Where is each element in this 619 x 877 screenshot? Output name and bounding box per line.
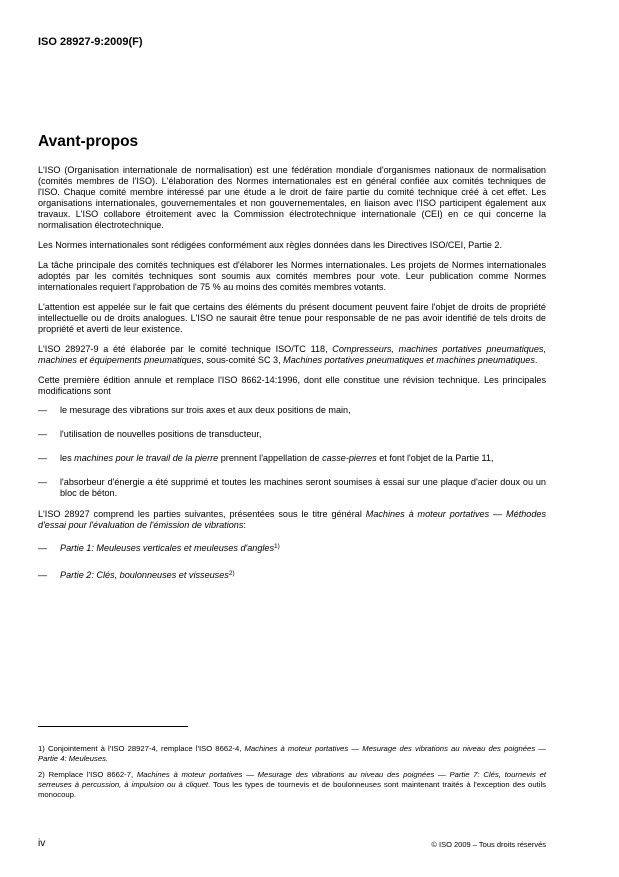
series-title: Machines à moteur portatives — Méthodes d'essai pour l'évaluation de l'émission de vibrations [38,509,546,530]
committee-title: Compresseurs, machines portatives pneumatiques, machines et équipements pneumatiques [38,344,547,365]
page-number: iv [38,838,46,849]
document-id-header: ISO 28927-9:2009(F) [38,36,143,48]
paragraph-directives: Les Normes internationales sont rédigées conformément aux règles données dans les Directives ISO/CEI, Partie 2. [38,240,503,250]
footnote-1: 1) Conjointement à l'ISO 28927-4, remplace l'ISO 8662-4, Machines à moteur portatives — Mesurage des vibrations au niveau des poignées — Partie 4: Meuleuses. [38,744,546,763]
dash-marker: — [38,570,48,580]
paragraph-parts-intro: L'ISO 28927 comprend les parties suivantes, présentées sous le titre général Machines à moteur portatives — Méthodes d'essai pour l'évaluation de l'émission de vibrations: [38,509,546,530]
change-item: — les machines pour le travail de la pierre prennent l'appellation de casse-pierres et font l'objet de la Partie 11, [38,453,494,463]
page-title: Avant-propos [38,133,139,150]
paragraph-prepared-by: L'ISO 28927-9 a été élaborée par le comité technique ISO/TC 118, Compresseurs, machines portatives pneumatiques, machines et équipements pneumatiques, sous-comité SC 3, Machines portatives pneumatiques et machines pneumatiques. [38,344,547,365]
footnote-ref[interactable]: 1) [274,543,280,550]
dash-marker: — [38,543,48,553]
subcommittee-title: Machines portatives pneumatiques et machines pneumatiques [283,355,535,365]
copyright-notice: © ISO 2009 – Tous droits réservés [431,840,546,849]
change-item: — l'absorbeur d'énergie a été supprimé et toutes les machines seront soumises à essai sur une plaque d'acier doux ou un bloc de béton. [38,477,546,498]
part-item: — Partie 1: Meuleuses verticales et meuleuses d'angles$^{1)}$ [38,543,280,553]
part-item: — Partie 2: Clés, boulonneuses et visseuses$^{2)}$ [38,570,235,580]
footnote-ref[interactable]: 2) [228,570,235,577]
paragraph-edition: Cette première édition annule et remplace l'ISO 8662-14:1996, dont elle constitue une révision technique. Les principales modifications sont [38,375,546,396]
paragraph-technical-committees: La tâche principale des comités techniques est d'élaborer les Normes internationales. Les projets de Normes internationales adoptés par les comités techniques sont soumis aux comités membres pour vote. Leur publication comme Normes internationales requiert l'approbation de 75 % au moins des comités membres votants. [38,260,546,292]
footnotes [38,744,546,806]
footnote-2: 2) Remplace l'ISO 8662-7, Machines à moteur portatives — Mesurage des vibrations au niveau des poignées — Partie 7: Clés, tournevis et serreuses à percussion, à impulsion ou à cliquet. Tous les types de tournevis et de boulonneuses sont maintenant traités à l'exception des outils monocoup. [38,770,547,799]
footnote-divider [38,726,188,727]
paragraph-iso-organisation: L'ISO (Organisation internationale de normalisation) est une fédération mondiale d'organismes nationaux de normalisation (comités membres de l'ISO). L'élaboration des Normes internationales est en général confiée aux comités techniques de l'ISO. Chaque comité membre intéressé par une étude a le droit de faire partie du comité technique créé à cet effet. Les organisations internationales, gouvernementales et non gouvernementales, en liaison avec l'ISO participent également aux travaux. L'ISO collabore étroitement avec la Commission électrotechnique internationale (CEI) en ce qui concerne la normalisation électrotechnique. [38,165,546,230]
change-item: — l'utilisation de nouvelles positions de transducteur, [38,429,262,439]
foreword-body [38,165,546,597]
change-item: — le mesurage des vibrations sur trois axes et aux deux positions de main, [38,405,351,415]
dash-marker: — [38,477,48,487]
dash-marker: — [38,405,48,415]
paragraph-patent-rights: L'attention est appelée sur le fait que certains des éléments du présent document peuvent faire l'objet de droits de propriété intellectuelle ou de droits analogues. L'ISO ne saurait être tenue pour responsable de ne pas avoir identifié de tels droits de propriété et averti de leur existence. [38,302,546,334]
dash-marker: — [38,453,48,463]
dash-marker: — [38,429,48,439]
